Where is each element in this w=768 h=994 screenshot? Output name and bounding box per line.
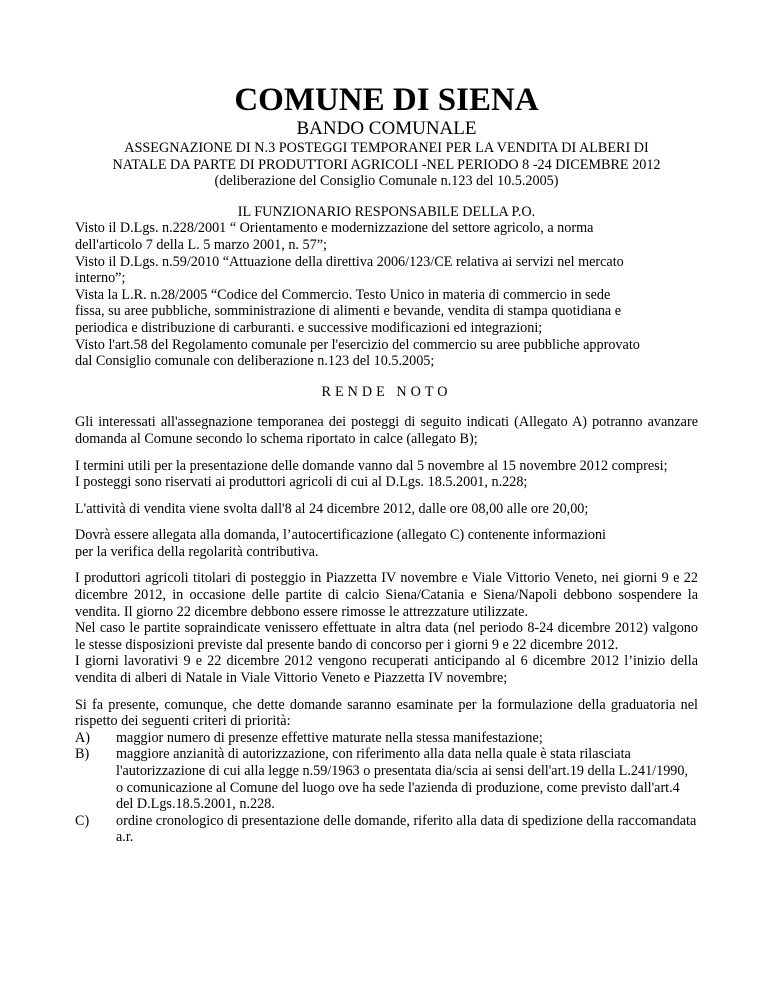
heading-line-2: NATALE DA PARTE DI PRODUTTORI AGRICOLI -NEL PERIODO 8 -24 DICEMBRE 2012	[112, 156, 661, 173]
criterion-text: ordine cronologico di presentazione delle domande, riferito alla data di spedizione della raccomandata a.r.	[116, 812, 697, 846]
criterion-b	[75, 746, 698, 812]
deliberation-reference: (deliberazione del Consiglio Comunale n.123 del 10.5.2005)	[214, 173, 559, 190]
criterion-letter: A)	[75, 729, 90, 746]
paragraph-autocert-line-1: Dovrà essere allegata alla domanda, l’autocertificazione (allegato C) contenente informazioni	[75, 527, 606, 544]
vista-3-line-3: periodica e distribuzione di carburanti. e successive modificazioni ed integrazioni;	[75, 319, 543, 336]
visto-1-line-2: dell'articolo 7 della L. 5 marzo 2001, n. 57”;	[75, 236, 327, 253]
visto-2-line-2: interno”;	[75, 270, 126, 287]
paragraph-reserved: I posteggi sono riservati ai produttori agricoli di cui al D.Lgs. 18.5.2001, n.228;	[75, 474, 528, 491]
document-page	[75, 82, 698, 846]
official-title: IL FUNZIONARIO RESPONSABILE DELLA P.O.	[237, 203, 536, 220]
paragraph-recovery-days: I giorni lavorativi 9 e 22 dicembre 2012 vengono recuperati anticipando al 6 dicembre 2012 l’inizio della vendita di alberi di Natale in Viale Vittorio Veneto e Piazzetta IV novembre;	[75, 653, 698, 687]
paragraph-terms: I termini utili per la presentazione delle domande vanno dal 5 novembre al 15 novembre 2012 compresi;	[75, 457, 668, 474]
paragraph-criteria-intro: Si fa presente, comunque, che dette domande saranno esaminate per la formulazione della graduatoria nel rispetto dei seguenti criteri di priorità:	[75, 696, 698, 730]
paragraph-application: Gli interessati all'assegnazione temporanea dei posteggi di seguito indicati (Allegato A) potranno avanzare domanda al Comune secondo lo schema riportato in calce (allegato B);	[75, 414, 698, 447]
visto-4-line-2: dal Consiglio comunale con deliberazione n.123 del 10.5.2005;	[75, 353, 435, 370]
paragraph-alternate-dates: Nel caso le partite sopraindicate venissero effettuate in altra data (nel periodo 8-24 dicembre 2012) valgono le stesse disposizioni previste dal presente bando di concorso per i giorni 9 e 22 dicembre 2012.	[75, 620, 698, 653]
paragraph-hours: L'attività di vendita viene svolta dall'8 al 24 dicembre 2012, dalle ore 08,00 alle ore 20,00;	[75, 500, 589, 517]
rende-noto-heading: RENDE NOTO	[321, 383, 452, 400]
visto-4-line-1: Visto l'art.58 del Regolamento comunale per l'esercizio del commercio su aree pubbliche approvato	[75, 336, 640, 353]
visto-1-line-1: Visto il D.Lgs. n.228/2001 “ Orientamento e modernizzazione del settore agricolo, a norma	[75, 220, 594, 237]
paragraph-autocert-line-2: per la verifica della regolarità contributiva.	[75, 543, 319, 560]
paragraph-suspension: I produttori agricoli titolari di posteggio in Piazzetta IV novembre e Viale Vittorio Veneto, nei giorni 9 e 22 dicembre 2012, in occasione delle partite di calcio Siena/Catania e Siena/Napoli debbono sospendere la vendita. Il giorno 22 dicembre debbono essere rimosse le attrezzature utilizzate.	[75, 570, 698, 620]
criterion-c	[75, 813, 698, 846]
vista-3-line-2: fissa, su aree pubbliche, somministrazione di alimenti e bevande, vendita di stampa quotidiana e	[75, 303, 622, 320]
visto-2-line-1: Visto il D.Lgs. n.59/2010 “Attuazione della direttiva 2006/123/CE relativa ai servizi nel mercato	[75, 253, 624, 270]
heading-line-1: ASSEGNAZIONE DI N.3 POSTEGGI TEMPORANEI PER LA VENDITA DI ALBERI DI	[124, 140, 649, 156]
criterion-text: maggior numero di presenze effettive maturate nella stessa manifestazione;	[116, 729, 543, 746]
criterion-text: maggiore anzianità di autorizzazione, con riferimento alla data nella quale è stata rilasciata l'autorizzazione di cui alla legge n.59/1963 o presentata dia/scia ai sensi dell'art.19 della L.241/1990, o comunicazione al Comune del luogo ove ha sede l'azienda di produzione, come previsto dall'art.4 del D.Lgs.18.5.2001, n.228.	[116, 746, 689, 813]
criterion-letter: C)	[75, 812, 90, 829]
criterion-letter: B)	[75, 746, 90, 763]
document-subtitle: BANDO COMUNALE	[296, 118, 477, 139]
criterion-a	[75, 730, 698, 747]
vista-3-line-1: Vista la L.R. n.28/2005 “Codice del Commercio. Testo Unico in materia di commercio in sede	[75, 286, 611, 303]
document-title: COMUNE DI SIENA	[234, 82, 539, 118]
